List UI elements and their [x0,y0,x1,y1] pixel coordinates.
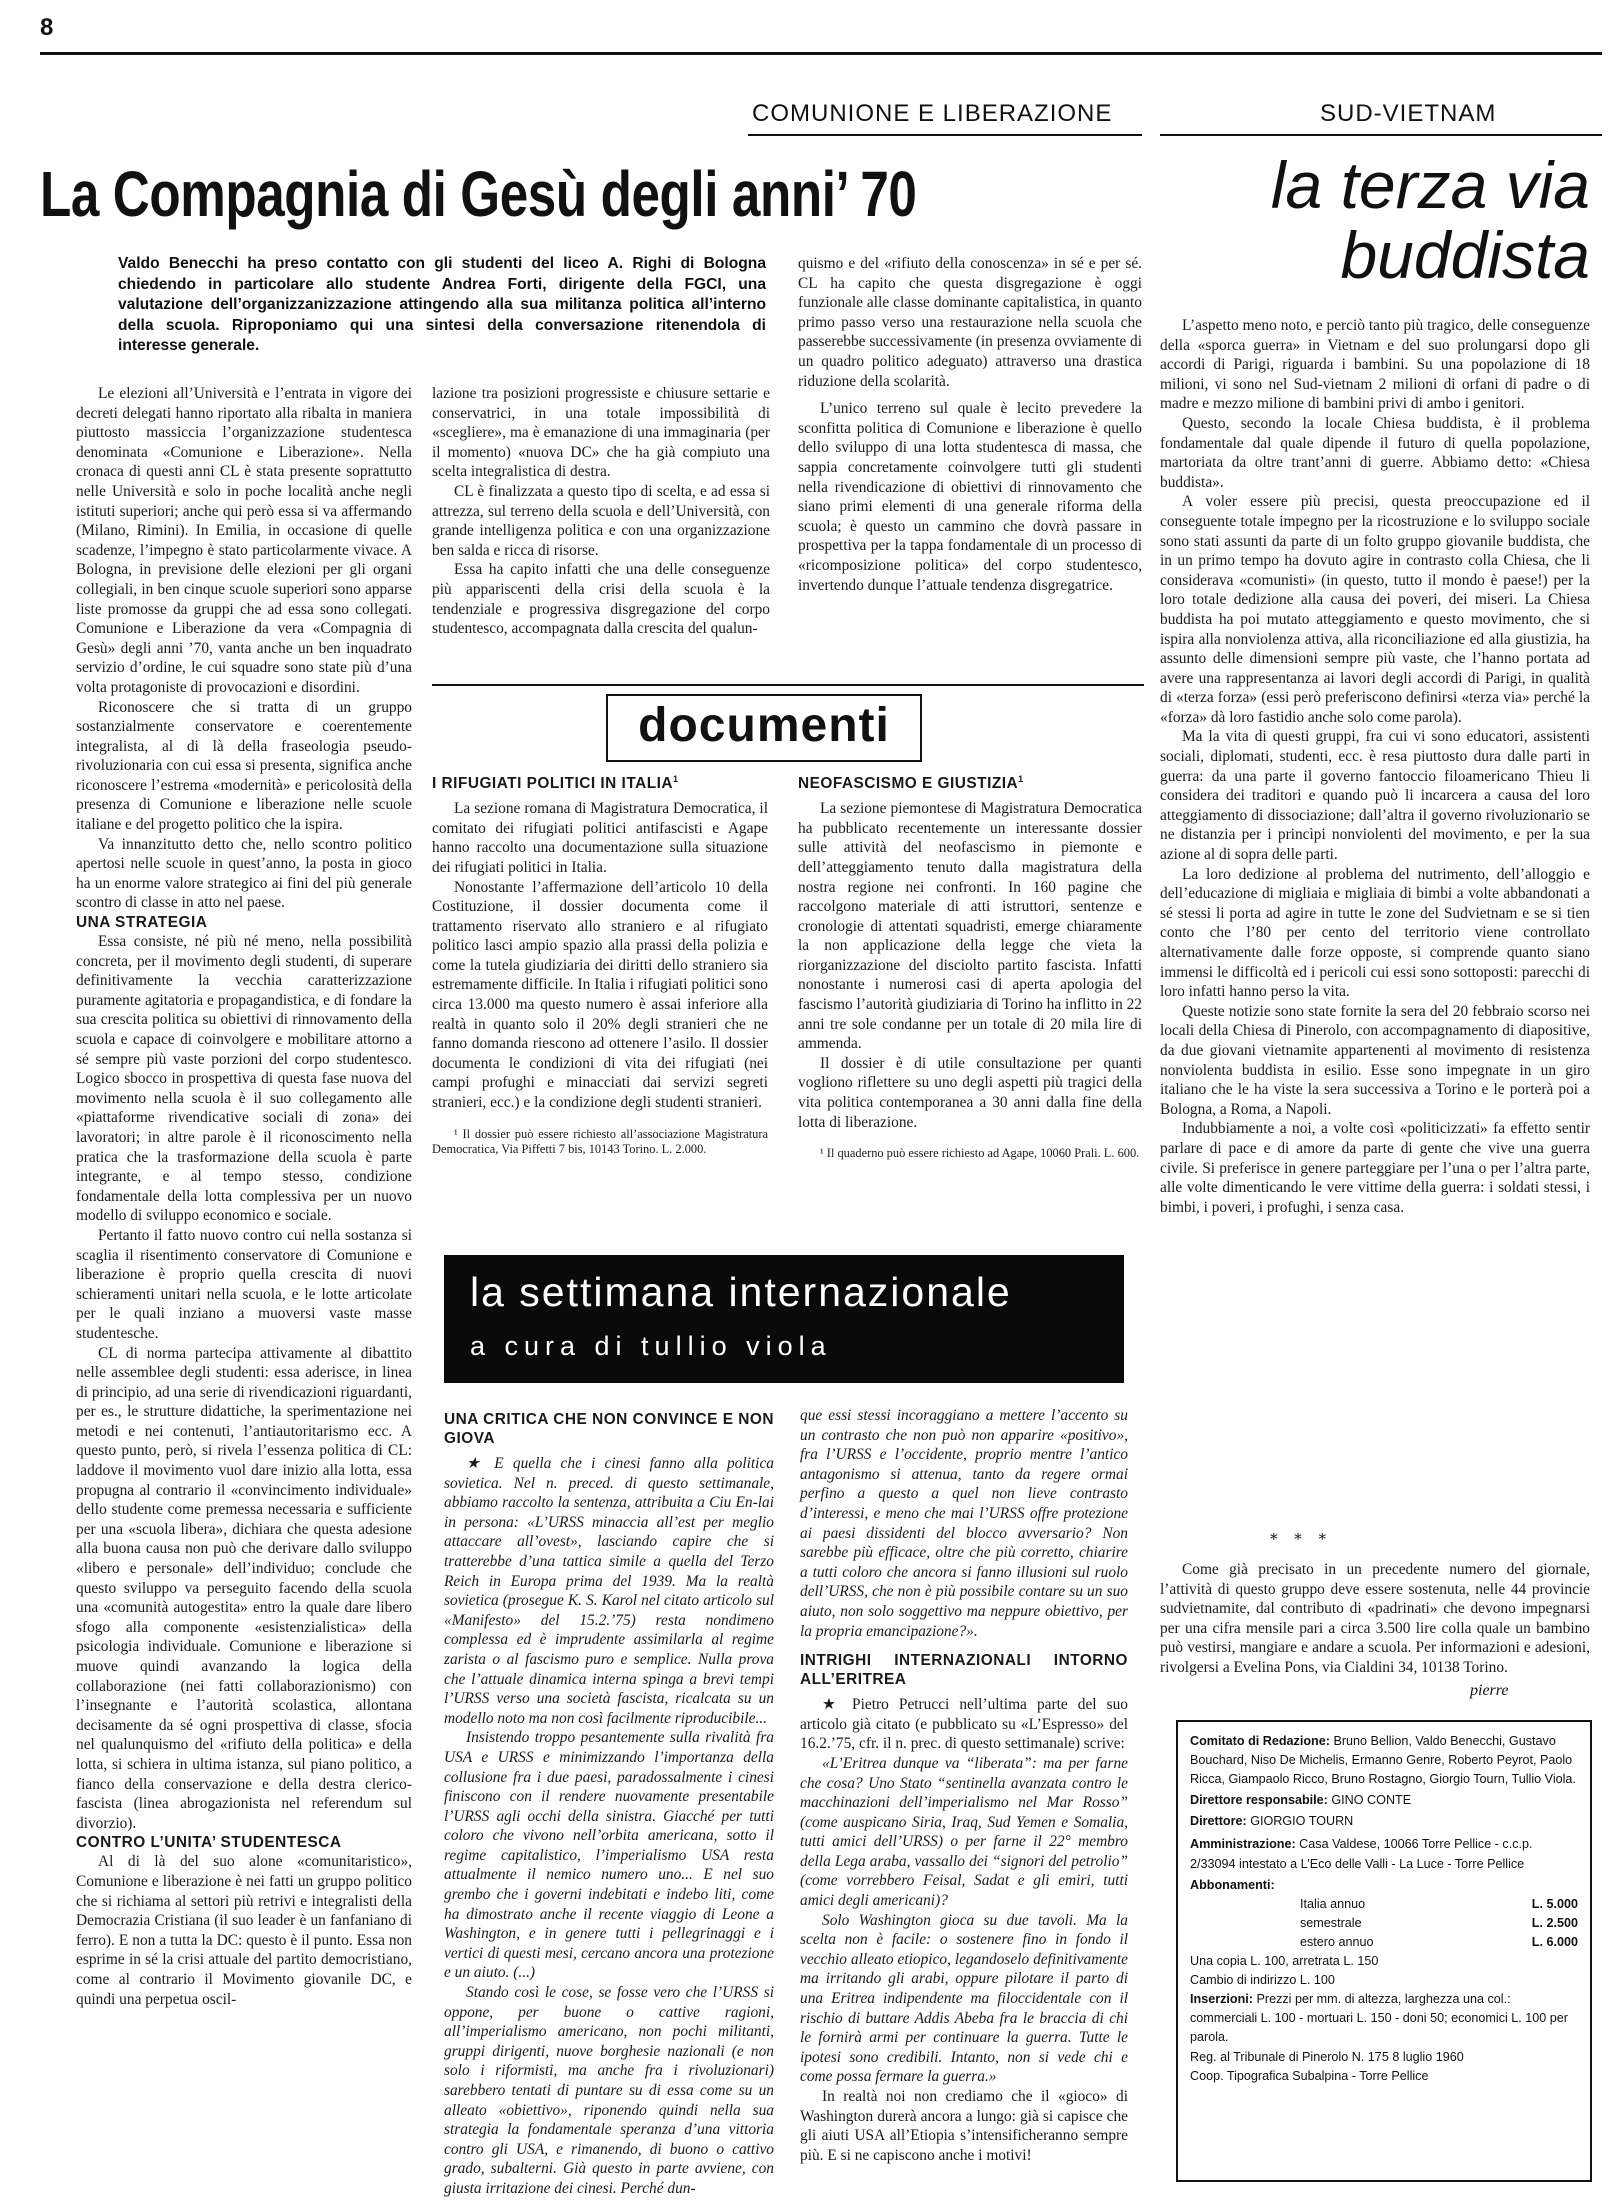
main-article-column-3 [798,254,1142,682]
documenti-left [432,770,768,1180]
header-rule-right [1160,134,1602,136]
subheading-strategia: UNA STRATEGIA [76,914,208,932]
documenti-left-footnote: ¹ Il dossier può essere richiesto all’associazione Magistratura Democratica, Via Piffetti 7 bis, 10143 Torino. L. 2.000. [432,1126,768,1157]
abbonamento-row: estero annuo L. 6.000 [1300,1934,1578,1949]
colophon-abbonamenti: Abbonamenti: Italia annuo L. 5.000 semestrale L. 2.500 estero annuo L. 6.000 [1190,1876,1578,1952]
colophon-registro: Reg. al Tribunale di Pinerolo N. 175 8 luglio 1960 [1190,2049,1464,2064]
header-rule [748,134,1142,136]
author-signature: pierre [1470,1682,1509,1699]
paragraph: L’unico terreno sul quale è lecito prevedere la sconfitta politica di Comunione e liberazione è quello dello sviluppo di una lotta studentesca di massa, che sappia concretamente coinvolgere tutti gli studenti nella rivendicazione di obiettivi di rinnovamento che siano primi elementi di una generale riforma della scuola; è questo un cammino che dovrà passare in prospettiva per la tappa fondamentale di un processo di «ricomposizione politica» del corpo studentesco, invertendo dunque l’attuale tendenza disgregatrice. [798,400,1142,594]
paragraph: Nonostante l’affermazione dell’articolo 10 della Costituzione, il dossier documenta come il trattamento riservato allo straniero e al rifugiato politico lasci ampio spazio alla prassi della polizia e come la tutela giudiziaria dei diritti dello straniero sia estremamente difficile. In Italia i rifugiati politici sono circa 13.000 ma questo numero è assai inferiore alla realtà in quanto solo il 20% degli stranieri che ne fanno domanda riescono ad ottenere l’asilo. Il dossier documenta le condizioni di vita dei rifugiati (nei campi profughi e minacciati dai servizi segreti stranieri, ecc.) e la condizione degli studenti stranieri. [432,878,768,1112]
paragraph: Solo Washington gioca su due tavoli. Ma la scelta non è facile: o sostenere fino in fondo il vecchio alleato etiopico, legandoselo definitivamente ma irritando gli arabi, oppure pilotare il parto di una Eritrea indipendente ma filoccidentale con il rischio di buttare Addis Abeba fra le braccia di chi le fornirà armi per continuare la guerra. Tutte le ipotesi sono credibili. Intanto, non si vede chi e come possa fermare la guerra.» [800,1911,1128,2086]
paragraph: Insistendo troppo pesantemente sulla rivalità fra USA e URSS e minimizzando l’importanza della collusione fra i due paesi, paradossalmente i cinesi finiscono con il rendere nuovamente presentabile l’URSS agli occhi della sinistra. Giacché per tutti coloro che vivono nell’orbita americana, sotto il regime capitalistico, l’imperialismo USA resta attualmente il nemico numero uno... E nel suo grembo che i governi indebitati e indebo liti, come ha dimostrato anche il recente viaggio di Leone a Washington, e in genere tutti i pellegrinaggi e i vertici di questi mesi, cercano ancora una protezione e un aiuto. (...) [444,1729,774,1982]
paragraph: que essi stessi incoraggiano a mettere l’accento su un contrasto che non può non apparire «positivo», fra l’URSS e l’occidente, proprio mentre l’antico antagonismo si attenua, tanto da regere ormai perfino a questo a quel non lieve contrasto d’interessi, e meno che mai l’URSS offre protezione ai paesi dissidenti del blocco avversario? Non sarebbe più efficace, oltre che più corretto, chiarire a tutti coloro che ancora si fanno illusioni sul ruolo dell’URSS, che non è più possibile contare su un suo aiuto, non solo soggettivo ma neppure obiettivo, per la propria emancipazione?». [800,1407,1128,1640]
section-header-right: SUD-VIETNAM [1320,100,1497,127]
colophon-direttore: Direttore: GIORGIO TOURN [1190,1814,1354,1829]
paragraph: Va innanzitutto detto che, nello scontro politico apertosi nelle scuole in quest’anno, la posta in gioco ha un enorme valore strategico ai fini del più generale scontro di classe in atto nel paese. [76,835,412,912]
settimana-art1-title: UNA CRITICA CHE NON CONVINCE E NON GIOVA [444,1411,774,1447]
paragraph: lazione tra posizioni progressiste e chiusure settarie e conservatrici, in una totale impossibilità di «scegliere», ma è emanazione di una immaginaria (per il momento) «nuova DC» che ha già compiuto una scelta integralistica di destra. [432,385,770,481]
side-title-line2: buddista [1340,218,1590,292]
side-article-body [1160,316,1590,1556]
paragraph: Le elezioni all’Università e l’entrata in vigore dei decreti delegati hanno riportato alla ribalta in maniera piuttosto massiccia l’organizzazione studentesca denominata «Comunione e Liberazione». Nella cronaca di questi anni CL è stata presente soprattutto nelle Università e solo in poche località anche negli istituti superiori; anche qui però essa si va affermando (Milano, Rimini). In Emilia, in occasione di quelle scadenze, l’impegno è stato particolarmente vivace. A Bologna, in previsione delle elezioni per gli organi collegiali, in ben cinque scuole superiori sono apparse liste promosse da gruppi che ad essa sono collegati. Comunione e Liberazione da vera «Compagnia di Gesù» degli anni ’70, vanta anche un ben inquadrato servizio d’ordine, le cui squadre sono state più d’una volta protagoniste di provocazioni e disordini. [76,385,412,696]
main-article-column-1 [76,384,412,2164]
page-number: 8 [40,14,54,41]
paragraph: Queste notizie sono state fornite la sera del 20 febbraio scorso nei locali della Chiesa di Pinerolo, con accompagnamento di diapositive, da due giovani vietnamite appartenenti al movimento di resistenza nonviolenta buddista in esilio. Esse sono impegnate in un giro italiano che le ha viste la sera successiva a Torino e le porterà poi a Bologna, a Roma, a Napoli. [1160,1002,1590,1118]
settimana-column-1 [444,1410,774,2197]
colophon-copia: Una copia L. 100, arretrata L. 150 [1190,1954,1379,1969]
main-article-column-2 [432,384,770,680]
settimana-banner [444,1255,1124,1383]
paragraph: Pertanto il fatto nuovo contro cui nella sostanza si scaglia il risentimento conservatore di Comunione e liberazione è proprio quella crescita di nuovi schieramenti unitari nella scuola, e le lotte articolate per le quali inziano a muoversi vaste masse studentesche. [76,1226,412,1342]
subheading-contro-unita: CONTRO L’UNITA’ STUDENTESCA [76,1834,342,1852]
section-stars: * * * [1270,1530,1333,1548]
side-article-title [1150,150,1590,290]
documenti-box: documenti [606,694,922,762]
colophon-direttore-responsabile: Direttore responsabile: GINO CONTE [1190,1793,1412,1808]
paragraph: In realtà noi non crediamo che il «gioco» di Washington durerà ancora a lungo: già si capisce che gli aiuti USA all’Etiopia s’intensificheranno sempre più. E si ne capiscono anche i motivi! [800,2088,1128,2164]
documenti-right-title: NEOFASCISMO E GIUSTIZIA$^1$ [798,774,1024,793]
settimana-column-2 [800,1406,1128,2180]
abbonamento-row: Italia annuo L. 5.000 [1300,1896,1578,1911]
paragraph: CL di norma partecipa attivamente al dibattito nelle assemblee degli studenti: essa aderisce, in linea di principio, ad una serie di rivendicazioni riguardanti, per es., le strutture didattiche, la sperimentazione nei metodi e nei contenuti, l’antiautoritarismo ecc. A questo punto, però, si rivela l’essenza politica di CL: laddove il movimento vuol dare inizio alla lotta, essa propugna al contrario il «convincimento individuale» dello studente come premessa necessaria e sufficiente per una «scuola libera», dichiara che questa adesione alla buona causa non può che derivare dallo sviluppo «libero e personale» dell’individuo; conclude che questo sviluppo va perseguito facendo della scuola una «comunità autogestita» entro la quale dare libero sfogo alla componente «esistenzialistica» della psicologia individuale. Comunione e liberazione si muove quindi avanzando la logica della collaborazione (nei fatti collaborazionismo) con l’insegnante e l’autorità scolastica, allontana decisamente da sé ogni prospettiva di classe, sfocia nel qualunquismo del «rifiuto della politica» e della lotta, si schiera in ultima istanza, sul piano politico, a fianco della conservazione e della destra clerico-fascista (linea abrogazionista nel referendum sul divorzio). [76,1344,412,1832]
main-article-title: La Compagnia di Gesù degli anni’ 70 [40,158,917,230]
documenti-rule [432,684,1144,686]
side-title-line1: la terza via [1270,148,1590,222]
paragraph: Ma la vita di questi gruppi, fra cui vi sono educatori, assistenti sociali, diplomati, studenti, ecc. è resa piuttosto dura dalle parti in guerra: da una parte il governo fantoccio filoamericano Thieu li considera dei traditori e quando può li incarcera a causa del loro atteggiamento di dissociazione; dall’altra il governo rivoluzionario se ne distanzia per i princìpi nonviolenti del movimento, e per la sua azione al di sopra delle parti. [1160,728,1590,864]
colophon-amministrazione: Amministrazione: Casa Valdese, 10066 Torre Pellice - c.c.p. 2/33094 intestato a L’Eco delle Valli - La Luce - Torre Pellice [1190,1837,1533,1871]
paragraph: CL è finalizzata a questo tipo di scelta, e ad essa si attrezza, sul terreno della scuola e dell’Università, con grande intelligenza politica e con una organizzazione ben salda e ricca di risorse. [432,482,770,559]
paragraph: La sezione romana di Magistratura Democratica, il comitato dei rifugiati politici antifascisti e Agape hanno raccolto una documentazione sulla situazione dei rifugiati politici in Italia. [432,800,768,876]
side-article-closing [1160,1560,1590,1680]
paragraph: Il dossier è di utile consultazione per quanti vogliono riflettere su uno degli aspetti più tragici della vita politica contemporanea a 30 anni dalla fine della lotta di liberazione. [798,1054,1142,1131]
paragraph: Riconoscere che si tratta di un gruppo sostanzialmente conservatore e coerentemente integralista, al di là della fraseologia pseudo-rivoluzionaria con cui essa si presenta, significa anche riconoscere l’estrema «modernità» e pericolosità della presenza di Comunione e liberazione nelle scuole italiane e del progetto politico che la ispira. [76,698,412,834]
documenti-right-footnote: ¹ Il quaderno può essere richiesto ad Agape, 10060 Prali. L. 600. [820,1146,1140,1161]
paragraph: La loro dedizione al problema del nutrimento, dell’alloggio e dell’educazione di migliaia e migliaia di bimbi a volte abbandonati a sé stessi li porta ad agire in tutte le zone del Sudvietnam e se si tien conto che l’80 per cento del territorio viene controllato alternativamente dalle forze opposte, si comprende quanto siano immensi le difficoltà ed i pericoli cui essi sono sottoposti: parecchi di loro infatti hanno perso la vita. [1160,865,1590,1001]
paragraph: ★ E quella che i cinesi fanno alla politica sovietica. Nel n. preced. di questo settimanale, abbiamo raccolto la sentenza, attribuita a Ciu En-lai in persona: «L’URSS minaccia all’est per meglio attaccare all’ovest», lasciando capire che si tratterebbe d’una tattica simile a quella del Terzo Reich in Europa prima del 1939. Ma la realtà sovietica (prosegue K. S. Karol nel citato articolo sul «Manifesto» del 15.2.’75) resta nondimeno complessa ed è imprudente assimilarla al regime zarista o al fascismo puro e semplice. Nulla prova che l’attuale dinamica interna spinga a brevi tempi l’URSS verso una società fascista, ricalcata su un modello noto ma non così facilmente riproducibile... [444,1455,774,1727]
settimana-subtitle: a cura di tullio viola [470,1331,832,1361]
paragraph: La sezione piemontese di Magistratura Democratica ha pubblicato recentemente un interessante dossier sulle attività del neofascismo in piemonte e dell’atteggiamento tenuto dalla magistratura della nostra regione nei confronti. In 160 pagine che raccolgono materiale di atti istruttori, sentenze e cronologie di attentati squadristi, emerge chiaramente la non applicazione della legge che vieta la riorganizzazione del disciolto partito fascista. Infatti nonostante i numerosi casi di aperta apologia del fascismo l’autorità giudiziaria di Torino ha inflitto in 22 anni tre sole condanne per un totale di 20 mila lire di ammenda. [798,800,1142,1053]
colophon-cambio: Cambio di indirizzo L. 100 [1190,1973,1335,1988]
colophon-tipografia: Coop. Tipografica Subalpina - Torre Pellice [1190,2068,1429,2083]
settimana-title: la settimana internazionale [470,1269,1012,1315]
paragraph: «L’Eritrea dunque va “liberata”: ma per farne che cosa? Uno Stato “sentinella avanzata contro le macchinazioni dell’imperialismo nel Mar Rosso” (come auspicano Siria, Iraq, Sud Yemen e Somalia, tutti amici dell’URSS) o per farne il 22° membro della Lega araba, vassallo dei “signori del petrolio” (come vorrebbero Feisal, Sadat e gli emiri, tutti amici degli americani)? [800,1754,1128,1910]
section-header-left: COMUNIONE E LIBERAZIONE [752,100,1113,127]
paragraph: Essa ha capito infatti che una delle conseguenze più appariscenti della crisi della scuola è la tendenziale e progressiva disgregazione del corpo studentesco, accompagnata dalla crescita del qualun- [432,561,770,638]
paragraph: L’aspetto meno noto, e perciò tanto più tragico, delle conseguenze della «sporca guerra» in Vietnam e del suo prolungarsi dopo gli accordi di Parigi, riguarda i bambini. Su una popolazione di 18 milioni, vi sono nel Sud-vietnam 2 milioni di orfani di padre o di madre e mezzo milione di bambini privi di ambo i genitori. [1160,317,1590,413]
main-article-lead: Valdo Benecchi ha preso contatto con gli studenti del liceo A. Righi di Bologna chiedendo in particolare allo studente Andrea Forti, dirigente della FGCI, una valutazione dell’organizzanizzazione attingendo alla sua militanza politica all’interno della scuola. Riproponiamo qui una sintesi della conversazione ritenendola di interesse generale. [118,255,766,355]
top-rule [40,52,1602,55]
abbonamento-row: semestrale L. 2.500 [1300,1915,1578,1930]
paragraph: Come già precisato in un precedente numero del giornale, l’attività di questo gruppo deve essere sostenuta, nelle 44 provincie sudvietnamite, dal contributo di «padrinati» che devono impegnarsi per una cifra mensile pari a circa 3.500 lire colla quale un bambino può vestirsi, mangiare e andare a scuola. Per informazioni e adesioni, rivolgersi a Evelina Pons, via Cialdini 34, 10138 Torino. [1160,1561,1590,1676]
paragraph: A voler essere più precisi, questa preoccupazione ed il conseguente totale impegno per la ricostruzione e lo sviluppo sociale sono stati assunti da parte di un folto gruppo giovanile buddista, che in un primo tempo ha dovuto agire in contrasto colla Chiesa, che li considerava «comunisti» (in questo, tutto il mondo è paese!) per la loro totale dedizione alla causa dei poveri, dei miseri. La Chiesa buddista ha poi mutato atteggiamento e questo movimento, che si ispira alla nonviolenza attiva, alla riconciliazione ed alla giustizia, ha assunto delle dimensioni sempre più vaste, che l’hanno portata ad avere una rappresentanza ai lavori degli accordi di Parigi, in qualità di «terza forza» (essi però preferiscono definirsi «terza via» perché la «forza» dà loro fastidio anche solo come parola). [1160,493,1590,726]
paragraph: Essa consiste, né più né meno, nella possibilità concreta, per il movimento degli studenti, di superare definitivamente la vecchia caratterizzazione puramente agitatoria e propagandistica, e di fondare la sua crescita politica su obiettivi di rinnovamento della scuola e capace di coinvolgere e mobilitare attorno a sé sempre più vaste porzioni del corpo studentesco. Logico sbocco in prospettiva di questa fase nuova del movimento nella scuola è il suo collegamento alle «piattaforme rivendicative sociali di zona» dei lavoratori; in altre parole è il riconoscimento nella pratica che la trasformazione della scuola è parte integrante, e al tempo stesso, condizione fondamentale della lotta complessiva per un nuovo modello di sviluppo economico e sociale. [76,933,412,1225]
documenti-right [798,770,1142,1180]
paragraph: Al di là del suo alone «comunitaristico», Comunione e liberazione è nei fatti un gruppo politico che si richiama al settori più retrivi e integralisti della Democrazia Cristiana (il suo leader è un fanfaniano di ferro). E non a tutta la DC: questo è il punto. Essa non esprime in sé la crisi attuale del partito democristiano, come al contrario il Movimento giovanile DC, e quindi una perpetua oscil- [76,1853,412,2008]
colophon-box [1176,1720,1592,2182]
paragraph: ★ Pietro Petrucci nell’ultima parte del suo articolo già citato (e pubblicato su «L’Espresso» del 16.2.’75, cfr. il n. prec. di questo settimanale) scrive: [800,1696,1128,1753]
paragraph: Indubbiamente a noi, a volte così «politicizzati» fa effetto sentir parlare di pace e di amore da parte di gente che vive una guerra civile. Si preferisce in genere parteggiare per l’una o per l’altra parte, alle volte dimenticando le vere vittime della guerra: i soldati stessi, i bimbi, i poveri, i profughi, i senza casa. [1160,1120,1590,1216]
colophon-redazione: Comitato di Redazione: Bruno Bellion, Valdo Benecchi, Gustavo Bouchard, Niso De Michelis, Ermanno Genre, Roberto Peyrot, Paolo Ricca, Giampaolo Ricco, Bruno Rostagno, Giorgio Tourn, Tullio Viola. [1190,1734,1576,1787]
documenti-left-title: I RIFUGIATI POLITICI IN ITALIA$^1$ [432,774,679,793]
colophon-inserzioni: Inserzioni: Prezzi per mm. di altezza, larghezza una col.: commerciali L. 100 - mortuari L. 150 - doni 50; economici L. 100 per parola. [1190,1992,1568,2045]
settimana-art2-title: INTRIGHI INTERNAZIONALI INTORNO ALL’ERITREA [800,1652,1128,1689]
paragraph: Questo, secondo la locale Chiesa buddista, è il problema fondamentale dal quale dipende il futuro di quella popolazione, martoriata da oltre trant’anni di guerre. Abbiamo detto: «Chiesa buddista». [1160,414,1590,491]
paragraph: Stando così le cose, se fosse vero che l’URSS si oppone, per buone o cattive ragioni, all’imperialismo americano, non pochi militanti, gruppi dirigenti, nuove borghesie nazionali (e non solo i riformisti, ma anche fra i rivoluzionari) sarebbero tentati di puntare su di essa come su un alleato «obiettivo», riponendo quindi nella sua strategia la fondamentale speranza d’una vittoria contro gli USA, e rimanendo, di buono o cattivo grado, subalterni. Già questo in parte avviene, con giusta irritazione dei cinesi. Perché dun- [444,1984,774,2197]
paragraph: quismo e del «rifiuto della conoscenza» in sé e per sé. CL ha capito che questa disgregazione è oggi funzionale alle classe dominante capitalistica, in quanto primo passo verso una restaurazione nella scuola che passerebbe successivamente (in presenza ovviamente di un quadro politico adeguato) attraverso una drastica riduzione della scolarità. [798,255,1143,390]
